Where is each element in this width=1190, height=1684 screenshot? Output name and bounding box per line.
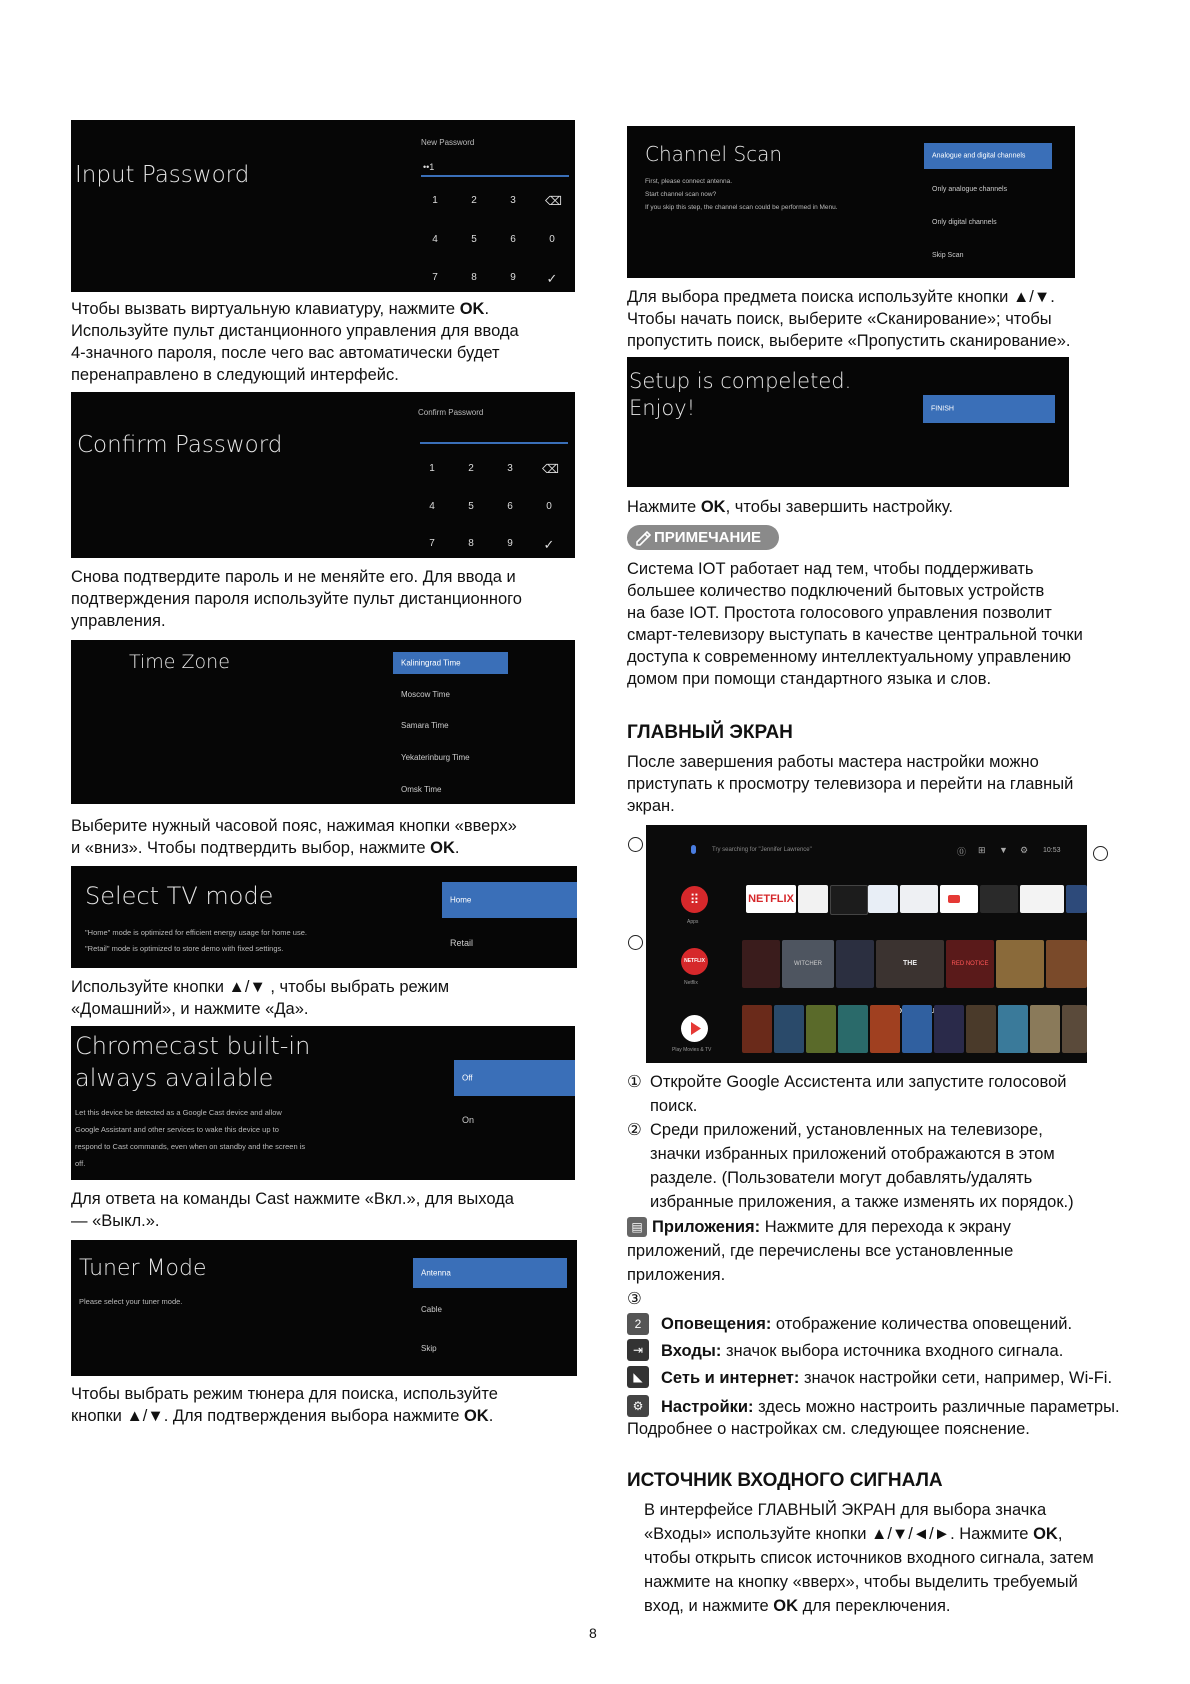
note-badge: ПРИМЕЧАНИЕ — [627, 525, 779, 550]
chromecast-desc: Google Assistant and other services to wake this device up to — [75, 1125, 279, 1134]
movie-tile[interactable] — [806, 1005, 836, 1053]
content-tile[interactable] — [996, 940, 1044, 988]
input-source-text: В интерфейсе ГЛАВНЫЙ ЭКРАН для выбора значка «Входы» используйте кнопки ▲/▼/◄/►. Нажмите OK, чтобы открыть список источников входного сигнала, затем нажмите на кнопку «вверх», чтобы выделить требуемый вход, и нажмите OK для переключения. — [644, 1501, 1094, 1615]
timezone-option[interactable]: Moscow Time — [401, 690, 450, 699]
key-7[interactable]: 7 — [429, 538, 435, 549]
app-tile[interactable] — [1020, 885, 1064, 913]
scan-option[interactable]: Only analogue channels — [932, 186, 1008, 193]
key-6[interactable]: 6 — [510, 234, 516, 245]
retail-option[interactable]: Retail — [450, 938, 474, 948]
search-hint[interactable]: Try searching for "Jennifer Lawrence" — [712, 847, 812, 853]
settings-description: Настройки: здесь можно настроить различные параметры. Подробнее о настройках см. следующее пояснение. — [627, 1398, 1120, 1438]
item-1: ① Откройте Google Ассистента или запустите голосовой поиск. — [627, 1073, 1067, 1115]
screen-title: Tuner Mode — [79, 1256, 207, 1281]
movie-tile[interactable] — [1062, 1005, 1087, 1053]
setup-complete-screen — [627, 357, 1069, 487]
backspace-key[interactable]: ⌫ — [545, 194, 562, 208]
netflix-label: Netflix — [684, 980, 698, 986]
movie-tile[interactable] — [838, 1005, 868, 1053]
app-tile[interactable] — [868, 885, 898, 913]
movie-tile[interactable] — [774, 1005, 804, 1053]
channel-scan-screen — [627, 126, 1075, 278]
scan-option[interactable]: Only digital channels — [932, 219, 997, 226]
cable-option[interactable]: Cable — [421, 1305, 442, 1314]
finish-button[interactable]: FINISH — [923, 395, 1055, 423]
key-3[interactable]: 3 — [510, 195, 516, 206]
key-0[interactable]: 0 — [546, 501, 552, 512]
time-zone-screen — [71, 640, 575, 804]
key-7[interactable]: 7 — [432, 272, 438, 283]
key-5[interactable]: 5 — [468, 501, 474, 512]
chromecast-screen — [71, 1026, 575, 1180]
key-4[interactable]: 4 — [432, 234, 438, 245]
scan-option[interactable]: Skip Scan — [932, 252, 964, 259]
scan-option-selected[interactable]: Analogue and digital channels — [924, 143, 1052, 169]
text-finish: Нажмите OK, чтобы завершить настройку. — [627, 498, 953, 516]
setup-title-line2: Enjoy! — [629, 396, 696, 420]
notification-icon[interactable]: ⓪ — [957, 847, 967, 857]
network-icon: ◣ — [627, 1366, 649, 1388]
app-tile[interactable] — [980, 885, 1018, 913]
screen-title-line2: always available — [75, 1064, 274, 1092]
home-option-selected[interactable]: Home — [442, 882, 577, 918]
content-tile[interactable]: RED NOTICE — [946, 940, 994, 988]
tv-mode-screen — [71, 866, 577, 968]
key-8[interactable]: 8 — [468, 538, 474, 549]
apps-label: Apps — [687, 919, 699, 925]
text-confirm-password: Снова подтвердите пароль и не меняйте его. Для ввода и подтверждения пароля используйте пульт дистанционного управления. — [71, 568, 522, 630]
key-9[interactable]: 9 — [507, 538, 513, 549]
key-8[interactable]: 8 — [471, 272, 477, 283]
item-3-marker: ③ — [627, 1290, 642, 1308]
inputs-icon[interactable]: ⊞ — [978, 845, 986, 855]
key-0[interactable]: 0 — [549, 234, 555, 245]
input-password-screen — [71, 120, 575, 292]
movie-tile[interactable] — [742, 1005, 772, 1053]
key-1[interactable]: 1 — [432, 195, 438, 206]
tuner-desc: Please select your tuner mode. — [79, 1297, 183, 1306]
item-2: ② Среди приложений, установленных на телевизоре, значки избранных приложений отображаются в этом разделе. (Пользователи могут добавлять/удалять избранные приложения, а также изменять их порядок.) — [627, 1121, 1074, 1211]
movie-tile[interactable] — [998, 1005, 1028, 1053]
scan-desc: First, please connect antenna. — [645, 178, 733, 185]
scan-desc: Start channel scan now? — [645, 191, 717, 198]
app-tile[interactable] — [830, 885, 868, 915]
notifications-description: Оповещения: отображение количества оповещений. — [661, 1315, 1073, 1333]
app-tile[interactable] — [900, 885, 938, 913]
screen-title: Chromecast built-in — [75, 1032, 311, 1060]
chromecast-desc: off. — [75, 1159, 86, 1168]
movie-tile[interactable] — [1030, 1005, 1060, 1053]
content-tile[interactable]: THE — [876, 940, 944, 988]
confirm-password-label: Confirm Password — [418, 408, 484, 417]
key-4[interactable]: 4 — [429, 501, 435, 512]
apps-icon: ▤ — [627, 1217, 647, 1237]
text-input-password: Чтобы вызвать виртуальную клавиатуру, нажмите OK. Используйте пульт дистанционного управления для ввода 4-значного пароля, после чего вас автоматически будет перенаправлено в следующий интерфейс. — [71, 300, 519, 384]
off-option-selected[interactable]: Off — [454, 1060, 575, 1096]
text-tuner-mode: Чтобы выбрать режим тюнера для поиска, используйте кнопки ▲/▼. Для подтверждения выбора нажмите OK. — [71, 1385, 498, 1425]
setup-title: Setup is compeleted. — [629, 369, 852, 393]
key-3[interactable]: 3 — [507, 463, 513, 474]
app-tile[interactable] — [1066, 885, 1087, 913]
play-movies-label: Play Movies & TV — [672, 1047, 712, 1053]
content-tile[interactable] — [836, 940, 874, 988]
input-source-heading: ИСТОЧНИК ВХОДНОГО СИГНАЛА — [627, 1470, 943, 1491]
timezone-option[interactable]: Omsk Time — [401, 785, 442, 794]
callout-marker-2 — [628, 935, 643, 950]
wifi-icon[interactable]: ▼ — [999, 845, 1008, 855]
text-chromecast: Для ответа на команды Cast нажмите «Вкл.», для выхода — «Выкл.». — [71, 1190, 514, 1230]
settings-icon: ⚙ — [627, 1395, 649, 1417]
chromecast-desc: respond to Cast commands, even when on standby and the screen is — [75, 1142, 306, 1151]
tv-mode-desc: "Retail" mode is optimized to store demo with fixed settings. — [85, 944, 284, 953]
chromecast-desc: Let this device be detected as a Google Cast device and allow — [75, 1108, 282, 1117]
backspace-key[interactable]: ⌫ — [542, 462, 559, 476]
text-time-zone: Выберите нужный часовой пояс, нажимая кнопки «вверх» и «вниз». Чтобы подтвердить выбор, нажмите OK. — [71, 817, 517, 857]
home-screen-text: После завершения работы мастера настройки можно приступать к просмотру телевизора и перейти на главный экран. — [627, 753, 1074, 815]
confirm-key[interactable]: ✓ — [546, 271, 558, 286]
text-tv-mode: Используйте кнопки ▲/▼ , чтобы выбрать режим «Домашний», и нажмите «Да». — [71, 978, 450, 1018]
antenna-option-selected[interactable]: Antenna — [413, 1258, 567, 1288]
app-tile[interactable] — [798, 885, 828, 913]
skip-option[interactable]: Skip — [421, 1344, 437, 1353]
timezone-option[interactable]: Yekaterinburg Time — [401, 753, 470, 762]
screen-title: Time Zone — [129, 651, 230, 673]
home-screen-heading: ГЛАВНЫЙ ЭКРАН — [627, 722, 793, 743]
key-2[interactable]: 2 — [468, 463, 474, 474]
screen-title: Channel Scan — [645, 142, 783, 166]
screen-title: Select TV mode — [85, 882, 274, 910]
key-9[interactable]: 9 — [510, 272, 516, 283]
apps-description: Приложения: Нажмите для перехода к экрану приложений, где перечислены все установленные приложения. — [627, 1218, 1014, 1284]
network-description: Сеть и интернет: значок настройки сети, например, Wi-Fi. — [661, 1369, 1113, 1387]
content-tile[interactable] — [742, 940, 780, 988]
tuner-mode-screen — [71, 1240, 577, 1376]
screen-title: Input Password — [75, 162, 250, 188]
mic-icon[interactable] — [691, 845, 696, 854]
netflix-app-icon[interactable]: NETFLIX — [681, 948, 708, 975]
movie-tile[interactable] — [966, 1005, 996, 1053]
page-number: 8 — [589, 1625, 597, 1641]
movie-tile[interactable] — [934, 1005, 964, 1053]
timezone-option[interactable]: Samara Time — [401, 721, 449, 730]
tv-mode-desc: "Home" mode is optimized for efficient energy usage for home use. — [85, 928, 307, 937]
password-value: ••1 — [423, 162, 435, 172]
timezone-option-selected[interactable]: Kaliningrad Time — [393, 652, 508, 674]
callout-marker-3 — [1093, 846, 1108, 861]
settings-icon[interactable]: ⚙ — [1020, 845, 1029, 855]
clock: 10:53 — [1043, 847, 1061, 854]
confirm-key[interactable]: ✓ — [543, 537, 555, 552]
inputs-icon: ⇥ — [627, 1339, 649, 1361]
home-screen-image — [646, 825, 1087, 1063]
key-2[interactable]: 2 — [471, 195, 477, 206]
screen-title: Confirm Password — [77, 432, 283, 458]
password-underline — [421, 175, 569, 177]
apps-grid-icon[interactable]: ⠿ — [681, 886, 708, 913]
new-password-label: New Password — [421, 138, 475, 147]
text-channel-scan: Для выбора предмета поиска используйте кнопки ▲/▼. Чтобы начать поиск, выберите «Сканирование»; чтобы пропустить поиск, выберите «Пропустить сканирование». — [627, 288, 1071, 350]
scan-desc: If you skip this step, the channel scan could be performed in Menu. — [645, 204, 838, 211]
key-6[interactable]: 6 — [507, 501, 513, 512]
movie-tile[interactable] — [902, 1005, 932, 1053]
confirm-password-screen — [71, 392, 575, 558]
on-option[interactable]: On — [462, 1115, 475, 1125]
play-movies-icon[interactable] — [681, 1015, 708, 1042]
key-1[interactable]: 1 — [429, 463, 435, 474]
content-tile[interactable] — [1046, 940, 1087, 988]
callout-marker-1 — [628, 837, 643, 852]
content-tile[interactable]: WITCHER — [782, 940, 834, 988]
movie-tile[interactable] — [870, 1005, 900, 1053]
pencil-icon — [634, 529, 652, 547]
key-5[interactable]: 5 — [471, 234, 477, 245]
youtube-tile[interactable] — [940, 885, 978, 913]
notifications-icon: 2 — [627, 1313, 649, 1335]
inputs-description: Входы: значок выбора источника входного сигнала. — [661, 1342, 1064, 1360]
password-underline — [420, 442, 568, 444]
note-text: Система IOT работает над тем, чтобы поддерживать большее количество подключений бытовых устройств на базе IOT. Простота голосового управления позволит смарт-телевизору выступать в качестве центральной точки доступа к современному интеллектуальному управлению домом при помощи стандартного языка и слов. — [627, 560, 1083, 688]
netflix-tile[interactable]: NETFLIX — [746, 885, 796, 913]
